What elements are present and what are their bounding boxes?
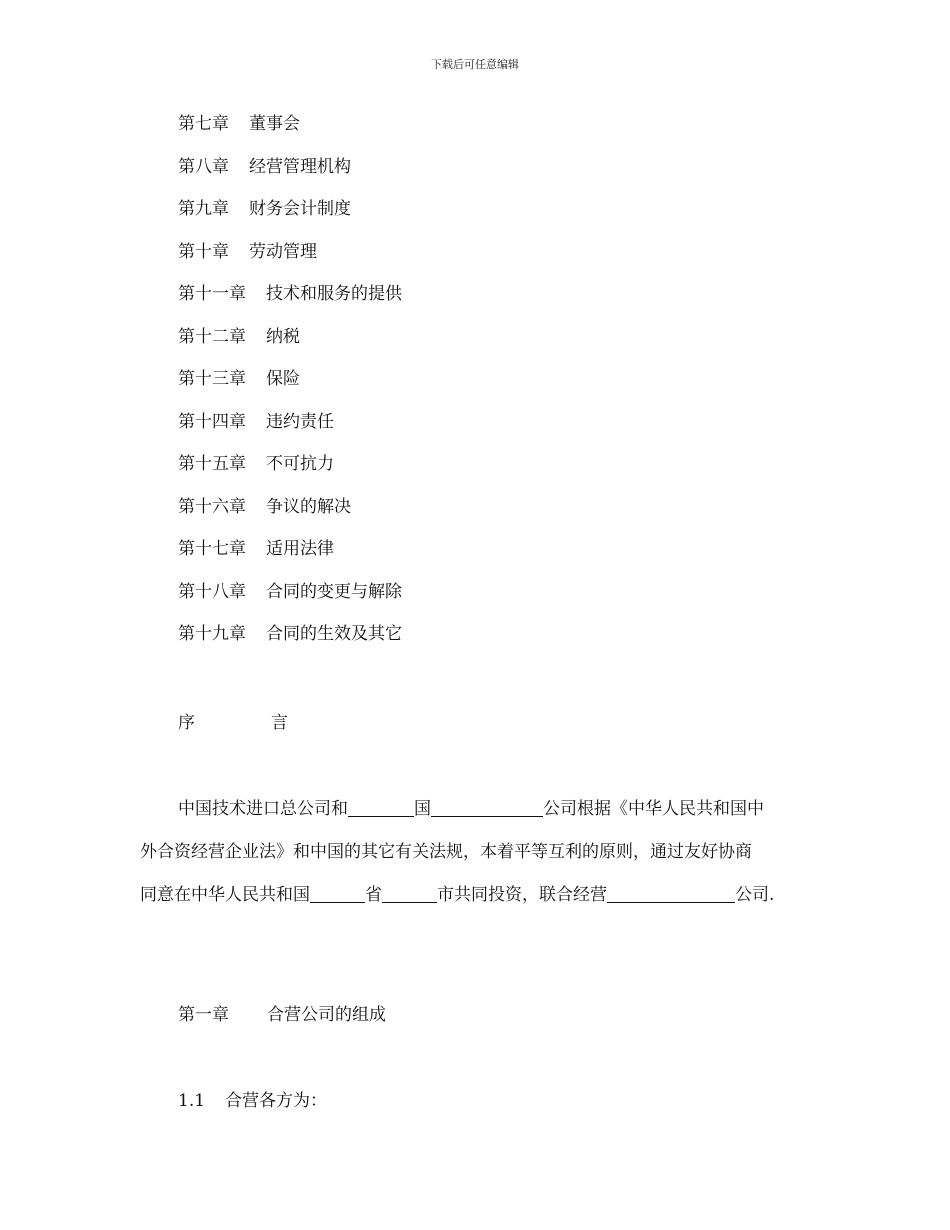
blank-company xyxy=(431,799,543,817)
toc-chapter-title: 技术和服务的提供 xyxy=(266,284,402,304)
toc-chapter-title: 违约责任 xyxy=(266,411,334,432)
toc-chapter-number: 第十八章 xyxy=(178,581,246,602)
toc-item xyxy=(178,324,402,367)
toc-item xyxy=(178,409,402,452)
table-of-contents xyxy=(178,111,402,664)
toc-chapter-title: 合同的变更与解除 xyxy=(266,581,402,602)
toc-chapter-number: 第十五章 xyxy=(178,454,246,474)
blank-country xyxy=(348,799,414,817)
toc-item xyxy=(178,451,402,494)
preface-char-2: 言 xyxy=(271,713,288,733)
toc-chapter-title: 合同的生效及其它 xyxy=(266,624,402,644)
intro-line-3: 同意在中华人民共和国 省 市共同投资，联合经营 公司. xyxy=(140,885,775,905)
section-1-1: 1.1 合营各方为： xyxy=(178,1091,328,1111)
toc-item xyxy=(178,196,402,239)
toc-chapter-number: 第十二章 xyxy=(178,326,246,347)
intro-line-2: 外合资经营企业法》和中国的其它有关法规，本着平等互利的原则，通过友好协商 xyxy=(140,842,752,862)
toc-item xyxy=(178,494,402,537)
toc-chapter-number: 第九章 xyxy=(178,199,229,219)
toc-item xyxy=(178,154,402,197)
toc-chapter-number: 第十四章 xyxy=(178,411,246,432)
page-header: 下载后可任意编辑 xyxy=(431,58,519,71)
toc-chapter-title: 董事会 xyxy=(249,114,300,134)
toc-chapter-number: 第八章 xyxy=(178,156,229,177)
toc-chapter-number: 第十一章 xyxy=(178,284,246,304)
toc-item xyxy=(178,579,402,622)
toc-chapter-number: 第十九章 xyxy=(178,624,246,644)
toc-chapter-title: 不可抗力 xyxy=(266,454,334,474)
intro-line-1: 中国技术进口总公司和 国 公司根据《中华人民共和国中 xyxy=(178,799,764,819)
toc-chapter-number: 第七章 xyxy=(178,114,229,134)
toc-item xyxy=(178,621,402,664)
toc-item xyxy=(178,239,402,282)
toc-chapter-number: 第十六章 xyxy=(178,496,246,517)
toc-item xyxy=(178,111,402,154)
toc-chapter-title: 适用法律 xyxy=(266,539,334,559)
blank-joint-company xyxy=(607,885,735,903)
toc-chapter-number: 第十章 xyxy=(178,241,229,262)
toc-chapter-title: 纳税 xyxy=(266,326,300,347)
toc-chapter-title: 财务会计制度 xyxy=(249,199,351,219)
chapter-1-heading: 第一章 合营公司的组成 xyxy=(178,1005,386,1025)
toc-item xyxy=(178,366,402,409)
preface-heading xyxy=(178,708,288,733)
toc-chapter-title: 经营管理机构 xyxy=(249,156,351,177)
blank-province xyxy=(310,885,365,903)
preface-char-1: 序 xyxy=(178,713,195,733)
toc-item xyxy=(178,281,402,324)
toc-chapter-number: 第十三章 xyxy=(178,369,246,389)
toc-chapter-title: 争议的解决 xyxy=(266,496,351,517)
blank-city xyxy=(382,885,437,903)
toc-chapter-title: 劳动管理 xyxy=(249,241,317,262)
toc-item xyxy=(178,536,402,579)
toc-chapter-title: 保险 xyxy=(266,369,300,389)
toc-chapter-number: 第十七章 xyxy=(178,539,246,559)
